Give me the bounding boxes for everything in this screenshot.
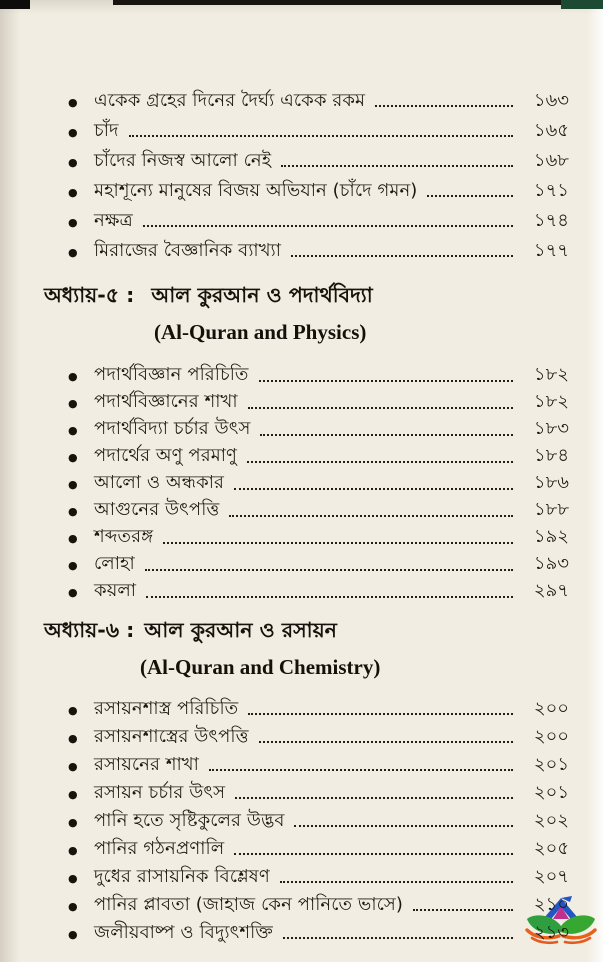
bullet-icon: ● bbox=[68, 245, 78, 259]
toc-item-title: পানির গঠনপ্রণালি bbox=[94, 837, 225, 859]
toc-item-title: পদার্থের অণু পরমাণু bbox=[94, 445, 238, 466]
toc-row bbox=[44, 206, 569, 236]
bullet-icon: ● bbox=[68, 215, 78, 229]
bullet-icon: ● bbox=[68, 155, 78, 169]
toc-item-page: ২০৭ bbox=[533, 865, 569, 887]
chapter-5-title-bengali: আল কুরআন ও পদার্থবিদ্যা bbox=[151, 283, 373, 307]
dotted-leader bbox=[427, 195, 513, 197]
toc-item-title: পদার্থবিজ্ঞানের শাখা bbox=[94, 391, 238, 412]
toc-item-page: ১৯৩ bbox=[533, 553, 569, 574]
bullet-icon: ● bbox=[68, 451, 78, 464]
toc-row bbox=[44, 236, 569, 266]
bullet-icon: ● bbox=[68, 185, 78, 199]
dotted-leader bbox=[281, 165, 513, 167]
dotted-leader bbox=[259, 741, 513, 743]
dotted-leader bbox=[209, 769, 513, 771]
toc-item-page: ২০৫ bbox=[533, 837, 569, 859]
toc-row bbox=[44, 863, 569, 891]
toc-row bbox=[44, 443, 569, 470]
toc-item-title: রসায়নশাস্ত্র পরিচিতি bbox=[94, 697, 239, 719]
toc-item-title: একেক গ্রহের দিনের দৈর্ঘ্য একেক রকম bbox=[94, 89, 366, 111]
dotted-leader bbox=[143, 225, 513, 227]
dotted-leader bbox=[291, 255, 513, 257]
bullet-icon: ● bbox=[68, 370, 78, 383]
toc-row bbox=[44, 389, 569, 416]
toc-row bbox=[44, 751, 569, 779]
toc-item-title: রসায়নের শাখা bbox=[94, 753, 199, 775]
chapter-heading-5 bbox=[44, 280, 569, 345]
bullet-icon: ● bbox=[68, 559, 78, 572]
toc-item-page: ১৭৭ bbox=[533, 239, 569, 261]
toc-row bbox=[44, 176, 569, 206]
toc-list-chemistry bbox=[44, 695, 569, 947]
toc-item-page: ১৭৪ bbox=[533, 209, 569, 231]
toc-item-title: জলীয়বাষ্প ও বিদ্যুৎশক্তি bbox=[94, 921, 273, 943]
dotted-leader bbox=[247, 461, 513, 463]
dotted-leader bbox=[375, 105, 513, 107]
bullet-icon: ● bbox=[68, 815, 78, 829]
bullet-icon: ● bbox=[68, 843, 78, 857]
toc-item-title: আলো ও অন্ধকার bbox=[94, 472, 225, 493]
dotted-leader bbox=[145, 569, 513, 571]
toc-item-page: ১৬৫ bbox=[533, 119, 569, 141]
bullet-icon: ● bbox=[68, 759, 78, 773]
toc-row bbox=[44, 146, 569, 176]
toc-item-title: নক্ষত্র bbox=[94, 209, 133, 231]
dotted-leader bbox=[129, 135, 513, 137]
bullet-icon: ● bbox=[68, 478, 78, 491]
toc-item-page: ১৮৩ bbox=[533, 418, 569, 439]
toc-list-astronomy bbox=[44, 86, 569, 266]
toc-row bbox=[44, 416, 569, 443]
toc-item-title: আগুনের উৎপত্তি bbox=[94, 499, 220, 520]
toc-row bbox=[44, 919, 569, 947]
bullet-icon: ● bbox=[68, 899, 78, 913]
toc-item-title: চাঁদ bbox=[94, 119, 119, 141]
toc-item-title: কয়লা bbox=[94, 580, 137, 601]
bullet-icon: ● bbox=[68, 532, 78, 545]
chapter-6-title-english: (Al-Quran and Chemistry) bbox=[140, 655, 381, 679]
chapter-6-title-bengali: আল কুরআন ও রসায়ন bbox=[144, 618, 337, 642]
toc-item-page: ১৮৪ bbox=[533, 445, 569, 466]
toc-item-page: ২০০ bbox=[533, 725, 569, 747]
bullet-icon: ● bbox=[68, 703, 78, 717]
toc-item-title: মহাশূন্যে মানুষের বিজয় অভিযান (চাঁদে গমন) bbox=[94, 179, 418, 201]
dotted-leader bbox=[235, 797, 513, 799]
toc-item-page: ১৮২ bbox=[533, 391, 569, 412]
dotted-leader bbox=[283, 937, 513, 939]
bullet-icon: ● bbox=[68, 927, 78, 941]
toc-item-page: ১৮৮ bbox=[533, 499, 569, 520]
toc-row bbox=[44, 86, 569, 116]
toc-row bbox=[44, 835, 569, 863]
toc-item-title: পানি হতে সৃষ্টিকুলের উদ্ভব bbox=[94, 809, 285, 831]
toc-item-title: লোহা bbox=[94, 553, 135, 574]
dotted-leader bbox=[259, 380, 513, 382]
toc-row bbox=[44, 497, 569, 524]
toc-item-page: ১৮২ bbox=[533, 364, 569, 385]
toc-item-page: ২১০ bbox=[533, 893, 569, 915]
toc-row bbox=[44, 362, 569, 389]
toc-item-page: ২৯৭ bbox=[533, 580, 569, 601]
dotted-leader bbox=[260, 434, 513, 436]
toc-item-page: ২০১ bbox=[533, 781, 569, 803]
chapter-5-label: অধ্যায়-৫ : bbox=[44, 283, 135, 307]
toc-item-page: ১৬৮ bbox=[533, 149, 569, 171]
toc-item-title: দুধের রাসায়নিক বিশ্লেষণ bbox=[94, 865, 270, 887]
toc-item-page: ১৬৩ bbox=[533, 89, 569, 111]
toc-row bbox=[44, 891, 569, 919]
toc-item-title: রসায়নশাস্ত্রের উৎপত্তি bbox=[94, 725, 249, 747]
chapter-5-title-english: (Al-Quran and Physics) bbox=[154, 320, 367, 344]
dotted-leader bbox=[234, 488, 513, 490]
dotted-leader bbox=[229, 515, 513, 517]
toc-row bbox=[44, 695, 569, 723]
toc-item-page: ২০১ bbox=[533, 753, 569, 775]
bullet-icon: ● bbox=[68, 125, 78, 139]
toc-row bbox=[44, 116, 569, 146]
bullet-icon: ● bbox=[68, 586, 78, 599]
toc-row bbox=[44, 551, 569, 578]
toc-item-title: চাঁদের নিজস্ব আলো নেই bbox=[94, 149, 272, 171]
toc-item-page: ২০২ bbox=[533, 809, 569, 831]
toc-row bbox=[44, 807, 569, 835]
chapter-heading-6 bbox=[44, 615, 569, 680]
bullet-icon: ● bbox=[68, 871, 78, 885]
bullet-icon: ● bbox=[68, 731, 78, 745]
toc-item-page: ১৯২ bbox=[533, 526, 569, 547]
toc-item-page: ২০০ bbox=[533, 697, 569, 719]
dotted-leader bbox=[294, 825, 513, 827]
toc-item-page: ১৭১ bbox=[533, 179, 569, 201]
toc-item-title: মিরাজের বৈজ্ঞানিক ব্যাখ্যা bbox=[94, 239, 282, 261]
toc-item-page: ২১৩ bbox=[533, 921, 569, 943]
toc-item-title: পদার্থবিদ্যা চর্চার উৎস bbox=[94, 418, 251, 439]
toc-row bbox=[44, 779, 569, 807]
dotted-leader bbox=[234, 853, 513, 855]
dotted-leader bbox=[413, 909, 513, 911]
dotted-leader bbox=[280, 881, 513, 883]
bullet-icon: ● bbox=[68, 505, 78, 518]
toc-item-title: পানির প্লাবতা (জাহাজ কেন পানিতে ভাসে) bbox=[94, 893, 404, 915]
chapter-6-label: অধ্যায়-৬ : bbox=[44, 618, 135, 642]
toc-row bbox=[44, 470, 569, 497]
toc-row bbox=[44, 524, 569, 551]
dotted-leader bbox=[146, 596, 513, 598]
toc-item-title: রসায়ন চর্চার উৎস bbox=[94, 781, 226, 803]
toc-list-physics bbox=[44, 362, 569, 605]
dotted-leader bbox=[248, 713, 513, 715]
bullet-icon: ● bbox=[68, 424, 78, 437]
dotted-leader bbox=[163, 542, 513, 544]
toc-item-page: ১৮৬ bbox=[533, 472, 569, 493]
toc-row bbox=[44, 578, 569, 605]
bullet-icon: ● bbox=[68, 397, 78, 410]
dotted-leader bbox=[248, 407, 513, 409]
toc-item-title: পদার্থবিজ্ঞান পরিচিতি bbox=[94, 364, 249, 385]
toc-item-title: শব্দতরঙ্গ bbox=[94, 526, 154, 547]
bullet-icon: ● bbox=[68, 95, 78, 109]
bullet-icon: ● bbox=[68, 787, 78, 801]
toc-row bbox=[44, 723, 569, 751]
